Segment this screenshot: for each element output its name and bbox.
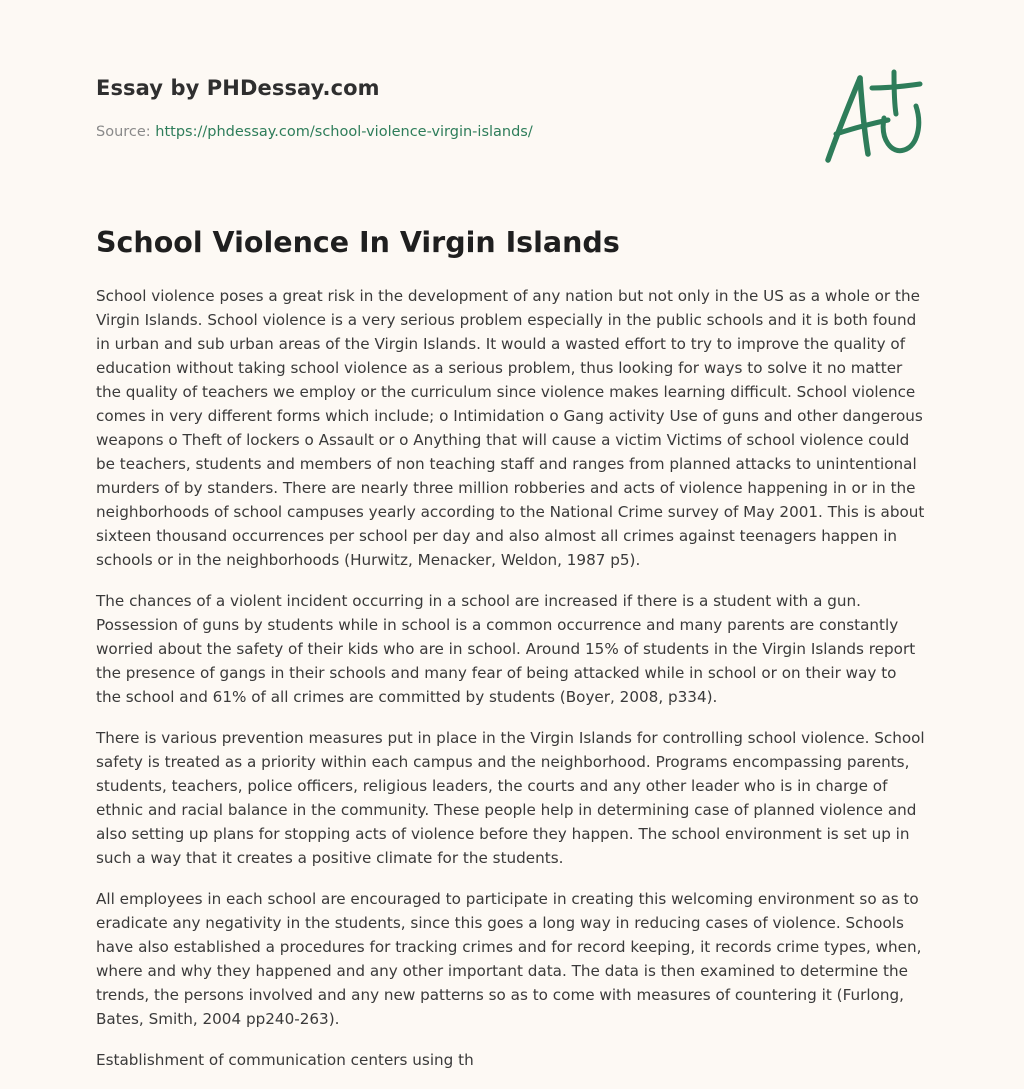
essay-paragraph-truncated: Establishment of communication centers using th [96, 1051, 474, 1069]
essay-paragraph: There is various prevention measures put in place in the Virgin Islands for controlling school violence. School safety is treated as a priority within each campus and the neighborhood. Programs encompassing parents, students, teachers, police officers, religious leaders, the courts and any other leader who is in charge of ethnic and racial balance in the community. These people help in determining case of planned violence and also setting up plans for stopping acts of violence before they happen. The school environment is set up in such a way that it creates a positive climate for the students. [96, 729, 925, 867]
essay-paragraph: All employees in each school are encouraged to participate in creating this welcoming environment so as to eradicate any negativity in the students, since this goes a long way in reducing cases of violence. Schools have also established a procedures for tracking crimes and for record keeping, it records crime types, when, where and why they happened and any other important data. The data is then examined to determine the trends, the persons involved and any new patterns so as to come with measures of countering it (Furlong, Bates, Smith, 2004 pp240-263). [96, 890, 922, 1028]
site-brand: Essay by PHDessay.com [96, 76, 380, 100]
essay-title: School Violence In Virgin Islands [96, 226, 620, 259]
a-plus-logo-icon [820, 66, 930, 166]
essay-body [96, 284, 926, 1089]
essay-paragraph: School violence poses a great risk in the development of any nation but not only in the US as a whole or the Virgin Islands. School violence is a very serious problem especially in the public schools and it is both found in urban and sub urban areas of the Virgin Islands. It would a wasted effort to try to improve the quality of education without taking school violence as a serious problem, thus looking for ways to solve it no matter the quality of teachers we employ or the curriculum since violence makes learning difficult. School violence comes in very different forms which include; o Intimidation o Gang activity Use of guns and other dangerous weapons o Theft of lockers o Assault or o Anything that will cause a victim Victims of school violence could be teachers, students and members of non teaching staff and ranges from planned attacks to unintentional murders of by standers. There are nearly three million robberies and acts of violence happening in or in the neighborhoods of school campuses yearly according to the National Crime survey of May 2001. This is about sixteen thousand occurrences per school per day and also almost all crimes against teenagers happen in schools or in the neighborhoods (Hurwitz, Menacker, Weldon, 1987 p5). [96, 287, 925, 569]
source-link[interactable]: https://phdessay.com/school-violence-virgin-islands/ [155, 124, 533, 140]
source-label: Source: [96, 124, 151, 140]
source-line [96, 124, 533, 140]
essay-paragraph: The chances of a violent incident occurring in a school are increased if there is a student with a gun. Possession of guns by students while in school is a common occurrence and many parents are constantly worried about the safety of their kids who are in school. Around 15% of students in the Virgin Islands report the presence of gangs in their schools and many fear of being attacked while in school or on their way to the school and 61% of all crimes are committed by students (Boyer, 2008, p334). [96, 592, 916, 706]
